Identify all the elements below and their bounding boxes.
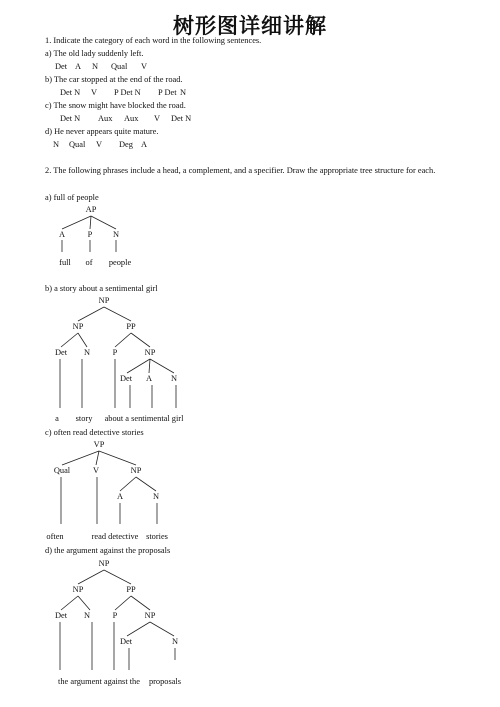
tree-branch bbox=[150, 359, 174, 373]
tree-branch bbox=[99, 451, 136, 465]
tree-branch bbox=[104, 307, 131, 321]
q1a-tag: A bbox=[75, 62, 82, 71]
tree-node: NP bbox=[130, 466, 142, 475]
tree-node: PP bbox=[126, 322, 136, 331]
tree-node: Det bbox=[54, 348, 68, 357]
q1d-tag: V bbox=[96, 140, 103, 149]
q1d-tag: Qual bbox=[69, 140, 86, 149]
tree-word: stories bbox=[146, 532, 168, 541]
tree-branch bbox=[61, 333, 78, 347]
tree-word: full bbox=[59, 258, 71, 267]
q1a-tag: V bbox=[141, 62, 148, 71]
q2d-label: d) the argument against the proposals bbox=[45, 546, 171, 555]
tree-node: N bbox=[83, 348, 91, 357]
tree-node: NP bbox=[144, 611, 156, 620]
tree-node: NP bbox=[72, 585, 84, 594]
tree-word: proposals bbox=[148, 677, 182, 686]
tree-branch bbox=[62, 451, 99, 465]
tree-branch bbox=[131, 333, 150, 347]
tree-node: N bbox=[112, 230, 120, 239]
tree-word: often bbox=[46, 532, 64, 541]
q2-prompt: 2. The following phrases include a head, a complement, and a specifier. Draw the appropriate tree structure for each. bbox=[45, 166, 436, 175]
tree-word: read detective bbox=[91, 532, 139, 541]
q2a-label: a) full of people bbox=[45, 193, 99, 202]
tree-node: NP bbox=[98, 559, 110, 568]
tree-node: Det bbox=[119, 374, 133, 383]
q1d-tag: N bbox=[53, 140, 60, 149]
tree-node: Det bbox=[54, 611, 68, 620]
q1a-sentence: a) The old lady suddenly left. bbox=[45, 49, 144, 58]
tree-branch bbox=[127, 359, 150, 373]
q1a-tag: N bbox=[92, 62, 99, 71]
q1b-tag: Det N bbox=[60, 88, 81, 97]
tree-node: PP bbox=[126, 585, 136, 594]
q1c-tag: V bbox=[154, 114, 161, 123]
tree-node: N bbox=[171, 637, 179, 646]
q1d-tag: Deg bbox=[119, 140, 133, 149]
q1b-sentence: b) The car stopped at the end of the road. bbox=[45, 75, 183, 84]
tree-node: P bbox=[112, 348, 118, 357]
tree-node: AP bbox=[85, 205, 97, 214]
q1c-tag: Aux bbox=[124, 114, 139, 123]
tree-branch bbox=[115, 596, 131, 610]
tree-branch bbox=[62, 216, 91, 229]
tree-node: NP bbox=[98, 296, 110, 305]
tree-node: A bbox=[58, 230, 66, 239]
tree-node: Det bbox=[119, 637, 133, 646]
tree-branch bbox=[150, 622, 174, 636]
q1b-tag: V bbox=[91, 88, 98, 97]
page-title: 树形图详细讲解 bbox=[173, 14, 327, 38]
tree-branch bbox=[104, 570, 131, 584]
tree-branch bbox=[78, 596, 90, 610]
tree-branch bbox=[78, 570, 104, 584]
tree-word: of bbox=[85, 258, 93, 267]
tree-branch bbox=[90, 216, 91, 229]
q1-prompt: 1. Indicate the category of each word in the following sentences. bbox=[45, 36, 262, 45]
tree-node: NP bbox=[144, 348, 156, 357]
tree-node: A bbox=[116, 492, 124, 501]
tree-node: N bbox=[170, 374, 178, 383]
q2b-label: b) a story about a sentimental girl bbox=[45, 284, 158, 293]
tree-node: P bbox=[87, 230, 93, 239]
q1a-tag: Det bbox=[55, 62, 68, 71]
tree-word: a bbox=[55, 414, 59, 423]
tree-branch bbox=[149, 359, 150, 373]
tree-branch bbox=[96, 451, 99, 465]
tree-branch bbox=[78, 307, 104, 321]
tree-branch bbox=[78, 333, 87, 347]
tree-word: the argument against the bbox=[58, 677, 140, 686]
tree-node: VP bbox=[93, 440, 105, 449]
tree-node: A bbox=[145, 374, 153, 383]
tree-node: Qual bbox=[53, 466, 71, 475]
tree-branch bbox=[120, 477, 136, 491]
tree-word: people bbox=[108, 258, 132, 267]
q1b-tag: P Det N bbox=[114, 88, 141, 97]
tree-branch bbox=[115, 333, 131, 347]
q2c-label: c) often read detective stories bbox=[45, 428, 144, 437]
tree-branch bbox=[131, 596, 150, 610]
q1c-tag: Det N bbox=[171, 114, 192, 123]
q1c-tag: Aux bbox=[98, 114, 113, 123]
q1c-sentence: c) The snow might have blocked the road. bbox=[45, 101, 186, 110]
tree-word: story bbox=[75, 414, 93, 423]
q1d-sentence: d) He never appears quite mature. bbox=[45, 127, 159, 136]
q1c-tag: Det N bbox=[60, 114, 81, 123]
tree-branch bbox=[136, 477, 156, 491]
q1b-tag: N bbox=[180, 88, 187, 97]
tree-branch bbox=[127, 622, 150, 636]
tree-node: V bbox=[92, 466, 100, 475]
tree-node: N bbox=[83, 611, 91, 620]
tree-branch bbox=[61, 596, 78, 610]
q1a-tag: Qual bbox=[111, 62, 128, 71]
q1b-tag: P Det bbox=[158, 88, 177, 97]
q1d-tag: A bbox=[141, 140, 148, 149]
tree-node: N bbox=[152, 492, 160, 501]
tree-word: about a sentimental girl bbox=[104, 414, 184, 423]
tree-node: P bbox=[112, 611, 118, 620]
tree-node: NP bbox=[72, 322, 84, 331]
tree-branch bbox=[91, 216, 116, 229]
